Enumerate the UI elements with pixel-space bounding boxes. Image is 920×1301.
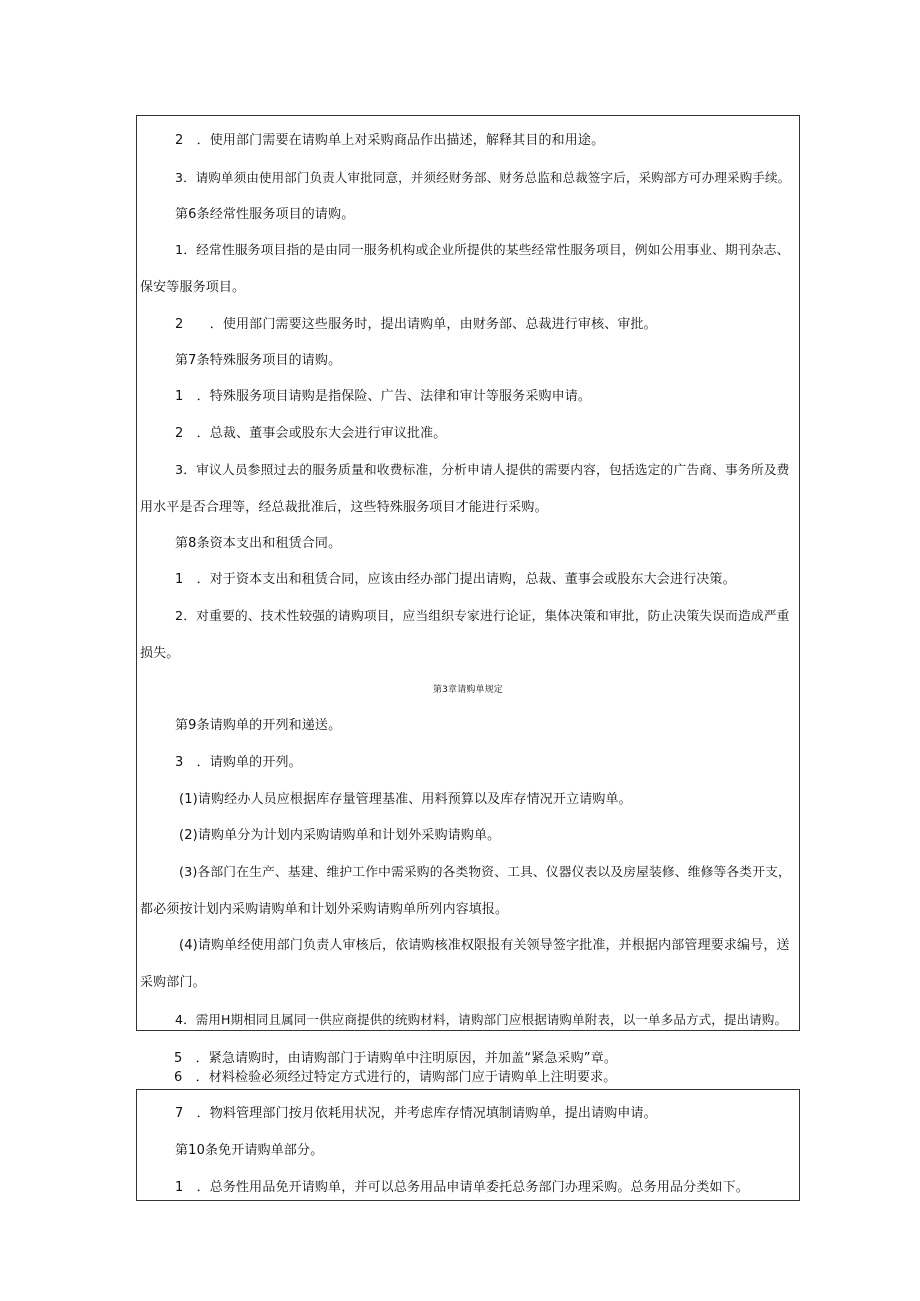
document-table-box-2 [136, 1089, 800, 1201]
text-line: 2．对重要的、技术性较强的请购项目，应当组织专家进行论证，集体决策和审批，防止决策失误而造成严重 [175, 609, 790, 624]
text-line: (3)各部门在生产、基建、维护工作中需采购的各类物资、工具、仪器仪表以及房屋装修、维修等各类开支， [179, 865, 791, 880]
clause-heading: 第8条资本支出和租赁合同。 [175, 536, 342, 551]
text-line: 损失。 [140, 646, 180, 661]
text-line: 3 ．请购单的开列。 [175, 755, 302, 770]
clause-heading: 第6条经常性服务项目的请购。 [175, 207, 355, 222]
text-line: 3．请购单须由使用部门负责人审批同意，并须经财务部、财务总监和总裁签字后，采购部方可办理采购手续。 [175, 170, 791, 185]
clause-heading: 第7条特殊服务项目的请购。 [175, 353, 342, 368]
text-line: 2 ．使用部门需要这些服务时，提出请购单，由财务部、总裁进行审核、审批。 [175, 317, 657, 332]
text-line: (4)请购单经使用部门负责人审核后，依请购核准权限报有关领导签字批准，并根据内部管理要求编号，送 [179, 938, 790, 953]
text-line: 4．需用H期相同且属同一供应商提供的统购材料，请购部门应根据请购单附表，以一单多品方式，提出请购。 [175, 1012, 788, 1027]
text-line: 2 ．使用部门需要在请购单上对采购商品作出描述，解释其目的和用途。 [175, 133, 605, 148]
text-line: 保安等服务项目。 [140, 280, 246, 295]
text-line: 7 ．物料管理部门按月依耗用状况，并考虑库存情况填制请购单，提出请购申请。 [175, 1106, 657, 1121]
text-line: (2)请购单分为计划内采购请购单和计划外采购请购单。 [179, 828, 501, 843]
text-line: 1 ．特殊服务项目请购是指保险、广告、法律和审计等服务采购申请。 [175, 389, 592, 404]
text-line: 5 ．紧急请购时，由请购部门于请购单中注明原因，并加盖“紧急采购”章。 [174, 1051, 617, 1066]
text-line: 1 ．总务性用品免开请购单，并可以总务用品申请单委托总务部门办理采购。总务用品分类如下。 [175, 1180, 749, 1195]
text-line: 用水平是否合理等，经总裁批准后，这些特殊服务项目才能进行采购。 [140, 500, 548, 515]
document-table-box-1 [136, 115, 800, 1031]
text-line: (1)请购经办人员应根据库存量管理基准、用料预算以及库存情况开立请购单。 [179, 792, 632, 807]
text-line: 1．经常性服务项目指的是由同一服务机构或企业所提供的某些经常性服务项目，例如公用事业、期刊杂志、 [175, 243, 790, 258]
text-line: 1 ．对于资本支出和租赁合同，应该由经办部门提出请购，总裁、董事会或股东大会进行决策。 [175, 572, 736, 587]
clause-heading: 第9条请购单的开列和递送。 [175, 718, 342, 733]
text-line: 2 ．总裁、董事会或股东大会进行审议批准。 [175, 426, 447, 441]
text-line: 采购部门。 [140, 975, 206, 990]
clause-heading: 第10条免开请购单部分。 [175, 1143, 324, 1158]
chapter-heading: 第3章请购单规定 [433, 685, 503, 695]
text-line: 都必须按计划内采购请购单和计划外采购请购单所列内容填报。 [140, 902, 509, 917]
text-line: 6 ．材料检验必须经过特定方式进行的，请购部门应于请购单上注明要求。 [174, 1070, 617, 1085]
text-line: 3．审议人员参照过去的服务质量和收费标准，分析申请人提供的需要内容，包括选定的广告商、事务所及费 [175, 463, 790, 478]
